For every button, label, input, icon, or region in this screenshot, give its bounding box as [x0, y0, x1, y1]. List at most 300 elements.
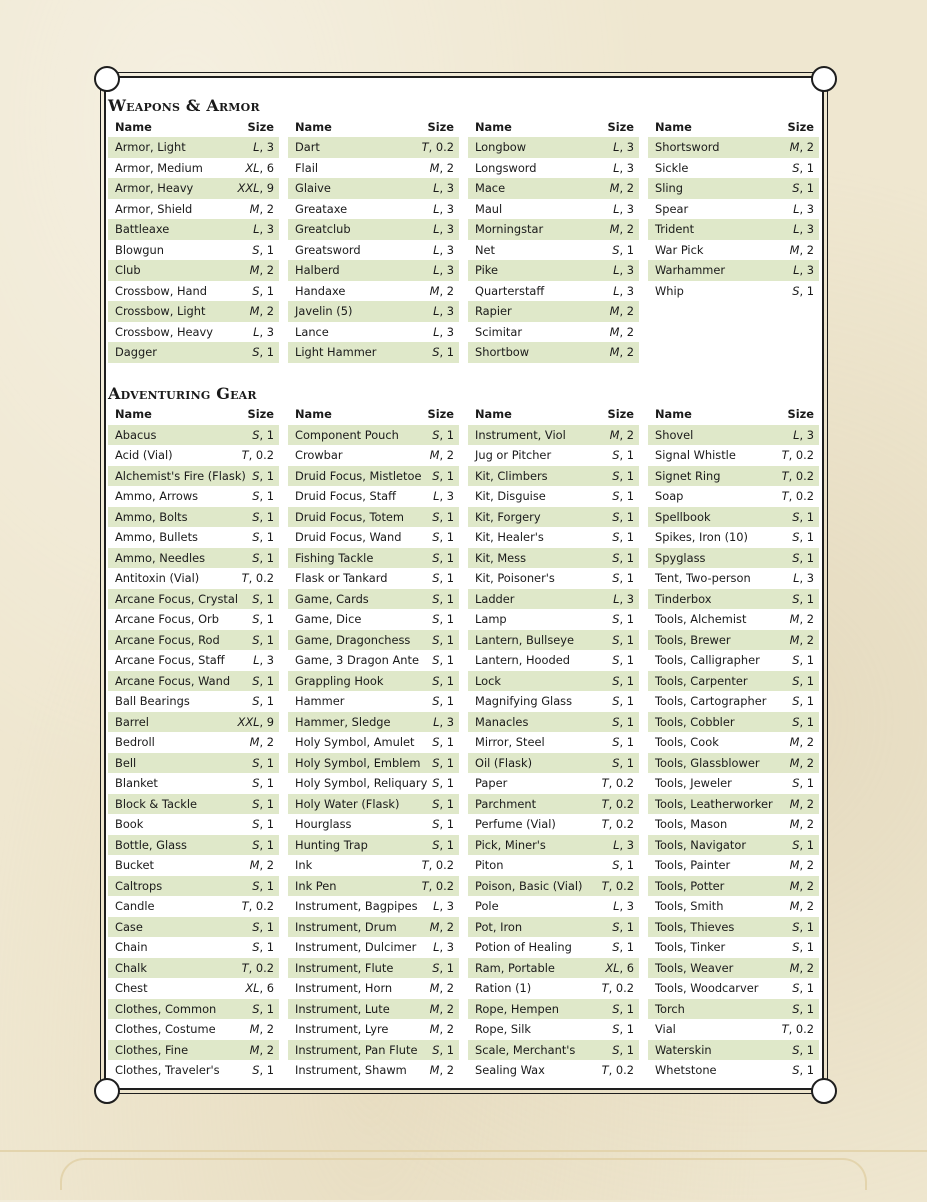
- item-name: Spikes, Iron (10): [655, 530, 748, 545]
- item-name: Tools, Brewer: [655, 632, 731, 647]
- item-name: Potion of Healing: [475, 940, 572, 955]
- table-row: [108, 630, 279, 651]
- item-size: S, 1: [612, 468, 634, 483]
- table-row: [288, 712, 459, 733]
- table-row: [648, 1019, 819, 1040]
- item-name: Bell: [115, 755, 137, 770]
- item-name: Soap: [655, 489, 684, 504]
- size-value: 0.2: [255, 571, 274, 586]
- item-size: T, 0.2: [601, 1063, 634, 1078]
- size-category: M: [249, 201, 260, 216]
- table-row: [108, 732, 279, 753]
- item-name: Clothes, Costume: [115, 1022, 216, 1037]
- size-value: 1: [806, 550, 814, 565]
- size-value: 1: [446, 427, 454, 442]
- size-category: M: [789, 735, 800, 750]
- item-name: Scale, Merchant's: [475, 1042, 576, 1057]
- size-category: T: [601, 878, 609, 893]
- size-category: S: [792, 591, 800, 606]
- size-category: S: [792, 509, 800, 524]
- table-column: [648, 404, 819, 1081]
- item-size: L, 3: [433, 263, 454, 278]
- table-row: [288, 958, 459, 979]
- size-category: S: [432, 776, 440, 791]
- table-row: [648, 219, 819, 240]
- size-category: T: [601, 776, 609, 791]
- table-row: [468, 691, 639, 712]
- item-name: Blowgun: [115, 242, 164, 257]
- size-value: 1: [266, 632, 274, 647]
- size-value: 1: [806, 837, 814, 852]
- item-size: L, 3: [253, 324, 274, 339]
- table-row: [108, 1019, 279, 1040]
- item-size: S, 1: [252, 817, 274, 832]
- size-category: S: [612, 940, 620, 955]
- item-size: S, 1: [792, 509, 814, 524]
- table-row: [468, 999, 639, 1020]
- item-name: Armor, Medium: [115, 160, 203, 175]
- size-value: 1: [626, 1042, 634, 1057]
- item-name: Trident: [655, 222, 695, 237]
- size-value: 0.2: [615, 878, 634, 893]
- size-category: M: [609, 181, 620, 196]
- item-name: Arcane Focus, Rod: [115, 632, 220, 647]
- size-value: 3: [626, 283, 634, 298]
- table-row: [108, 548, 279, 569]
- size-category: M: [429, 919, 440, 934]
- size-category: T: [241, 448, 249, 463]
- table-row: [648, 773, 819, 794]
- item-size: M, 2: [789, 612, 814, 627]
- table-row: [288, 978, 459, 999]
- item-name: Instrument, Bagpipes: [295, 899, 418, 914]
- table-row: [648, 199, 819, 220]
- table-row: [288, 486, 459, 507]
- table-row: [288, 773, 459, 794]
- size-category: M: [249, 858, 260, 873]
- item-name: Ammo, Arrows: [115, 489, 199, 504]
- item-size: S, 1: [612, 612, 634, 627]
- size-category: S: [792, 181, 800, 196]
- item-size: S, 1: [252, 837, 274, 852]
- item-size: L, 3: [433, 181, 454, 196]
- item-size: S, 1: [432, 530, 454, 545]
- size-value: 1: [446, 653, 454, 668]
- table-row: [288, 507, 459, 528]
- table-row: [648, 855, 819, 876]
- size-value: 1: [266, 530, 274, 545]
- item-size: L, 3: [433, 714, 454, 729]
- item-size: M, 2: [609, 427, 634, 442]
- item-size: S, 1: [252, 550, 274, 565]
- item-size: L, 3: [793, 201, 814, 216]
- item-name: Instrument, Horn: [295, 981, 393, 996]
- table-row: [288, 937, 459, 958]
- size-value: 2: [446, 160, 454, 175]
- item-name: Longsword: [475, 160, 537, 175]
- size-category: L: [433, 714, 440, 729]
- item-name: Lantern, Hooded: [475, 653, 570, 668]
- item-name: Lance: [295, 324, 329, 339]
- table-row: [108, 753, 279, 774]
- item-size: M, 2: [789, 140, 814, 155]
- table-row: [468, 568, 639, 589]
- item-name: Ink Pen: [295, 878, 337, 893]
- size-category: XXL: [237, 181, 260, 196]
- size-category: T: [601, 817, 609, 832]
- item-name: Tools, Navigator: [655, 837, 747, 852]
- size-value: 3: [446, 324, 454, 339]
- item-name: Game, Dragonchess: [295, 632, 411, 647]
- size-category: M: [249, 1022, 260, 1037]
- size-category: S: [432, 694, 440, 709]
- size-category: S: [612, 509, 620, 524]
- size-category: T: [781, 448, 789, 463]
- size-value: 1: [806, 591, 814, 606]
- item-name: Pot, Iron: [475, 919, 523, 934]
- table-row: [108, 589, 279, 610]
- size-value: 1: [806, 1001, 814, 1016]
- size-category: M: [249, 263, 260, 278]
- item-size: S, 1: [792, 283, 814, 298]
- item-size: S, 1: [792, 673, 814, 688]
- size-category: XL: [605, 960, 620, 975]
- size-category: M: [609, 304, 620, 319]
- item-size: M, 2: [429, 448, 454, 463]
- table-row: [468, 486, 639, 507]
- item-name: Bottle, Glass: [115, 837, 187, 852]
- page-footer-ornament: [0, 1150, 927, 1202]
- item-size: S, 1: [432, 612, 454, 627]
- item-name: Instrument, Shawm: [295, 1063, 407, 1078]
- size-category: T: [421, 858, 429, 873]
- item-size: S, 1: [612, 653, 634, 668]
- item-size: S, 1: [252, 919, 274, 934]
- size-value: 1: [266, 1001, 274, 1016]
- item-size: S, 1: [252, 468, 274, 483]
- table-row: [648, 712, 819, 733]
- item-name: Game, Dice: [295, 612, 362, 627]
- table-row: [288, 814, 459, 835]
- table-row: [108, 671, 279, 692]
- size-category: S: [432, 817, 440, 832]
- size-value: 3: [446, 304, 454, 319]
- size-category: L: [793, 222, 800, 237]
- item-size: S, 1: [252, 694, 274, 709]
- size-value: 2: [806, 755, 814, 770]
- size-value: 1: [626, 530, 634, 545]
- item-size: S, 1: [432, 817, 454, 832]
- size-value: 2: [806, 796, 814, 811]
- size-category: M: [249, 735, 260, 750]
- table-row: [288, 835, 459, 856]
- size-value: 3: [806, 201, 814, 216]
- table-row: [288, 917, 459, 938]
- item-size: S, 1: [432, 735, 454, 750]
- item-name: Ram, Portable: [475, 960, 555, 975]
- size-category: S: [252, 242, 260, 257]
- size-category: S: [612, 1022, 620, 1037]
- size-category: M: [249, 1042, 260, 1057]
- table-row: [468, 855, 639, 876]
- item-name: Instrument, Viol: [475, 427, 566, 442]
- table-row: [288, 240, 459, 261]
- size-category: S: [792, 940, 800, 955]
- item-size: S, 1: [612, 1022, 634, 1037]
- size-category: XL: [245, 160, 260, 175]
- size-category: L: [433, 899, 440, 914]
- table-row: [108, 281, 279, 302]
- item-name: Sickle: [655, 160, 689, 175]
- item-size: S, 1: [612, 755, 634, 770]
- size-value: 1: [266, 694, 274, 709]
- item-name: Book: [115, 817, 144, 832]
- item-size: T, 0.2: [781, 489, 814, 504]
- size-value: 1: [266, 919, 274, 934]
- size-value: 1: [806, 919, 814, 934]
- size-value: 2: [266, 735, 274, 750]
- item-size: XL, 6: [245, 981, 274, 996]
- table-header: [648, 404, 819, 425]
- table-row: [648, 158, 819, 179]
- table-row: [468, 671, 639, 692]
- item-name: Abacus: [115, 427, 157, 442]
- size-category: S: [612, 632, 620, 647]
- item-size: S, 1: [432, 468, 454, 483]
- item-size: S, 1: [252, 612, 274, 627]
- table-column: [108, 116, 279, 363]
- item-size: L, 3: [253, 140, 274, 155]
- size-category: L: [433, 263, 440, 278]
- item-size: S, 1: [612, 858, 634, 873]
- size-value: 0.2: [435, 878, 454, 893]
- size-value: 1: [806, 940, 814, 955]
- size-value: 2: [626, 181, 634, 196]
- table-row: [648, 527, 819, 548]
- size-value: 0.2: [615, 981, 634, 996]
- item-name: Block & Tackle: [115, 796, 198, 811]
- item-size: T, 0.2: [421, 878, 454, 893]
- size-category: XXL: [237, 714, 260, 729]
- size-category: T: [601, 1063, 609, 1078]
- item-size: S, 1: [792, 694, 814, 709]
- size-value: 2: [806, 632, 814, 647]
- item-size: S, 1: [792, 1063, 814, 1078]
- size-value: 1: [446, 612, 454, 627]
- item-size: S, 1: [612, 448, 634, 463]
- item-name: Kit, Mess: [475, 550, 527, 565]
- size-value: 1: [626, 735, 634, 750]
- item-name: Tools, Cook: [655, 735, 719, 750]
- item-name: Greatclub: [295, 222, 351, 237]
- header-size: Size: [247, 119, 274, 134]
- size-category: L: [613, 160, 620, 175]
- table-row: [648, 835, 819, 856]
- size-category: T: [781, 1022, 789, 1037]
- size-category: S: [432, 960, 440, 975]
- table-header: [108, 116, 279, 137]
- size-value: 0.2: [255, 448, 274, 463]
- size-value: 3: [266, 140, 274, 155]
- item-size: S, 1: [612, 940, 634, 955]
- size-value: 1: [626, 612, 634, 627]
- item-name: Kit, Forgery: [475, 509, 541, 524]
- item-size: M, 2: [789, 878, 814, 893]
- table-columns: [108, 404, 820, 1081]
- table-row: [468, 937, 639, 958]
- item-size: S, 1: [792, 181, 814, 196]
- item-size: S, 1: [432, 960, 454, 975]
- header-name: Name: [655, 407, 692, 421]
- size-value: 1: [626, 919, 634, 934]
- table-row: [288, 342, 459, 363]
- size-category: L: [793, 201, 800, 216]
- item-size: M, 2: [609, 345, 634, 360]
- size-category: L: [793, 571, 800, 586]
- item-name: Kit, Disguise: [475, 489, 546, 504]
- table-row: [108, 527, 279, 548]
- size-value: 1: [626, 694, 634, 709]
- size-category: S: [612, 673, 620, 688]
- item-name: Tools, Calligrapher: [655, 653, 760, 668]
- item-name: Greatsword: [295, 242, 361, 257]
- item-name: Flask or Tankard: [295, 571, 388, 586]
- table-header: [468, 404, 639, 425]
- item-size: M, 2: [609, 304, 634, 319]
- size-category: S: [252, 1001, 260, 1016]
- table-row: [288, 568, 459, 589]
- size-category: S: [252, 509, 260, 524]
- item-size: L, 3: [433, 940, 454, 955]
- size-value: 6: [266, 160, 274, 175]
- item-name: Holy Symbol, Reliquary: [295, 776, 428, 791]
- table-row: [288, 691, 459, 712]
- size-category: S: [252, 345, 260, 360]
- size-value: 3: [446, 940, 454, 955]
- size-value: 1: [626, 632, 634, 647]
- table-row: [288, 281, 459, 302]
- size-value: 0.2: [615, 817, 634, 832]
- size-category: T: [241, 571, 249, 586]
- item-name: Tools, Painter: [655, 858, 731, 873]
- table-row: [468, 281, 639, 302]
- item-size: S, 1: [612, 694, 634, 709]
- size-value: 1: [266, 755, 274, 770]
- section-title: Weapons & Armor: [108, 96, 260, 115]
- table-row: [468, 199, 639, 220]
- item-size: S, 1: [792, 653, 814, 668]
- size-category: S: [612, 1042, 620, 1057]
- table-row: [108, 1060, 279, 1081]
- size-category: S: [612, 653, 620, 668]
- item-name: Battleaxe: [115, 222, 170, 237]
- size-category: S: [432, 571, 440, 586]
- item-size: S, 1: [252, 796, 274, 811]
- item-name: Tools, Alchemist: [655, 612, 747, 627]
- size-value: 1: [806, 981, 814, 996]
- table-row: [288, 999, 459, 1020]
- table-row: [108, 814, 279, 835]
- size-category: L: [613, 837, 620, 852]
- table-row: [288, 527, 459, 548]
- size-value: 1: [266, 673, 274, 688]
- table-row: [288, 425, 459, 446]
- size-category: S: [792, 530, 800, 545]
- size-category: S: [612, 735, 620, 750]
- item-name: Holy Symbol, Emblem: [295, 755, 421, 770]
- size-category: M: [609, 222, 620, 237]
- size-value: 2: [806, 140, 814, 155]
- item-size: L, 3: [433, 489, 454, 504]
- item-name: Chalk: [115, 960, 147, 975]
- size-category: S: [252, 612, 260, 627]
- item-size: S, 1: [432, 591, 454, 606]
- item-name: Glaive: [295, 181, 331, 196]
- item-size: M, 2: [789, 817, 814, 832]
- item-size: T, 0.2: [601, 981, 634, 996]
- table-row: [288, 445, 459, 466]
- size-value: 2: [626, 324, 634, 339]
- size-value: 1: [446, 530, 454, 545]
- item-name: Ball Bearings: [115, 694, 190, 709]
- frame-corner-ornament: [94, 66, 120, 92]
- table-row: [648, 999, 819, 1020]
- table-row: [108, 876, 279, 897]
- size-category: M: [609, 345, 620, 360]
- table-row: [648, 609, 819, 630]
- item-size: M, 2: [249, 304, 274, 319]
- size-category: L: [253, 653, 260, 668]
- header-size: Size: [607, 407, 634, 421]
- table-row: [288, 589, 459, 610]
- item-size: M, 2: [609, 324, 634, 339]
- item-name: Magnifying Glass: [475, 694, 573, 709]
- size-category: S: [432, 468, 440, 483]
- item-size: L, 3: [613, 201, 634, 216]
- table-header: [288, 404, 459, 425]
- table-row: [108, 712, 279, 733]
- item-name: Parchment: [475, 796, 537, 811]
- header-size: Size: [427, 119, 454, 134]
- item-name: Game, 3 Dragon Ante: [295, 653, 419, 668]
- table-row: [648, 876, 819, 897]
- item-name: Maul: [475, 201, 503, 216]
- size-value: 2: [806, 960, 814, 975]
- size-category: L: [433, 181, 440, 196]
- size-value: 1: [446, 817, 454, 832]
- table-row: [468, 158, 639, 179]
- size-category: S: [252, 530, 260, 545]
- table-row: [108, 301, 279, 322]
- frame-corner-ornament: [811, 66, 837, 92]
- table-row: [468, 876, 639, 897]
- item-size: T, 0.2: [601, 776, 634, 791]
- size-value: 1: [626, 448, 634, 463]
- item-name: Net: [475, 242, 495, 257]
- table-row: [468, 260, 639, 281]
- size-value: 2: [806, 612, 814, 627]
- size-category: S: [432, 591, 440, 606]
- item-name: Lock: [475, 673, 501, 688]
- size-value: 2: [806, 817, 814, 832]
- item-name: Chain: [115, 940, 148, 955]
- size-value: 0.2: [255, 960, 274, 975]
- table-row: [468, 753, 639, 774]
- size-value: 3: [266, 324, 274, 339]
- size-value: 1: [446, 837, 454, 852]
- page-content: [108, 92, 820, 1081]
- item-size: S, 1: [792, 776, 814, 791]
